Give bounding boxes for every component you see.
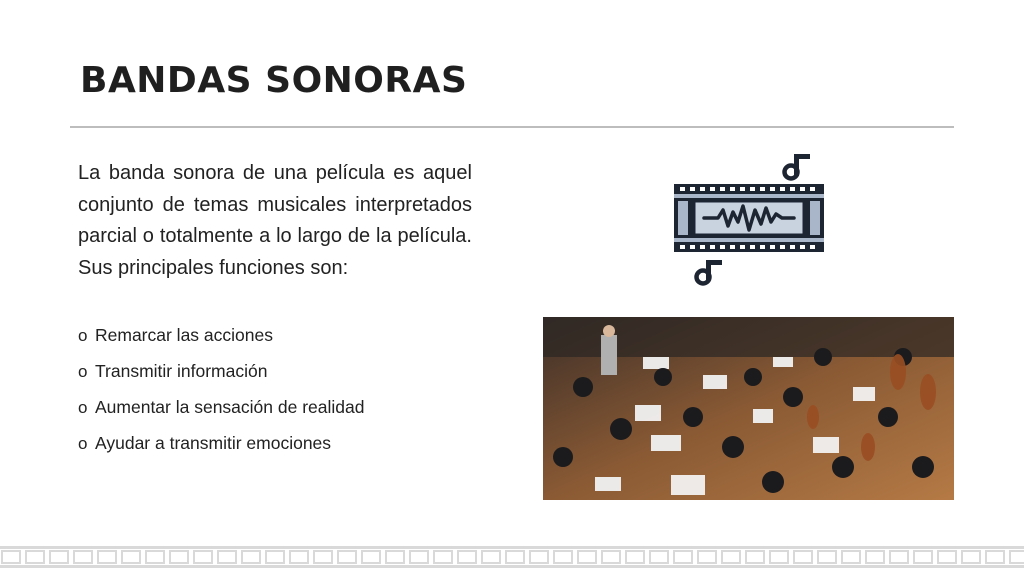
music-note-icon — [697, 260, 723, 284]
list-item — [78, 320, 364, 356]
bullet-text: Transmitir información — [95, 361, 268, 381]
title-divider — [70, 126, 954, 128]
soundtrack-icon — [670, 150, 830, 290]
list-item — [78, 392, 364, 428]
bullet-marker: o — [78, 326, 88, 345]
orchestra-photo — [543, 317, 954, 500]
bullet-marker: o — [78, 398, 88, 417]
intro-paragraph: La banda sonora de una película es aquel conjunto de temas musicales interpretados parcial o totalmente a lo largo de la película. Sus principales funciones son: — [78, 162, 472, 279]
bullet-marker: o — [78, 434, 88, 453]
list-item — [78, 356, 364, 392]
decorative-filmstrip — [0, 546, 1024, 568]
music-note-icon — [785, 154, 811, 179]
film-strip-icon — [674, 184, 824, 252]
slide-title: BANDAS SONORAS — [80, 60, 468, 101]
bullet-marker: o — [78, 362, 88, 381]
bullet-text: Remarcar las acciones — [95, 325, 273, 345]
functions-list — [78, 320, 364, 464]
bullet-text: Aumentar la sensación de realidad — [95, 397, 365, 417]
bullet-text: Ayudar a transmitir emociones — [95, 433, 332, 453]
list-item — [78, 428, 364, 464]
